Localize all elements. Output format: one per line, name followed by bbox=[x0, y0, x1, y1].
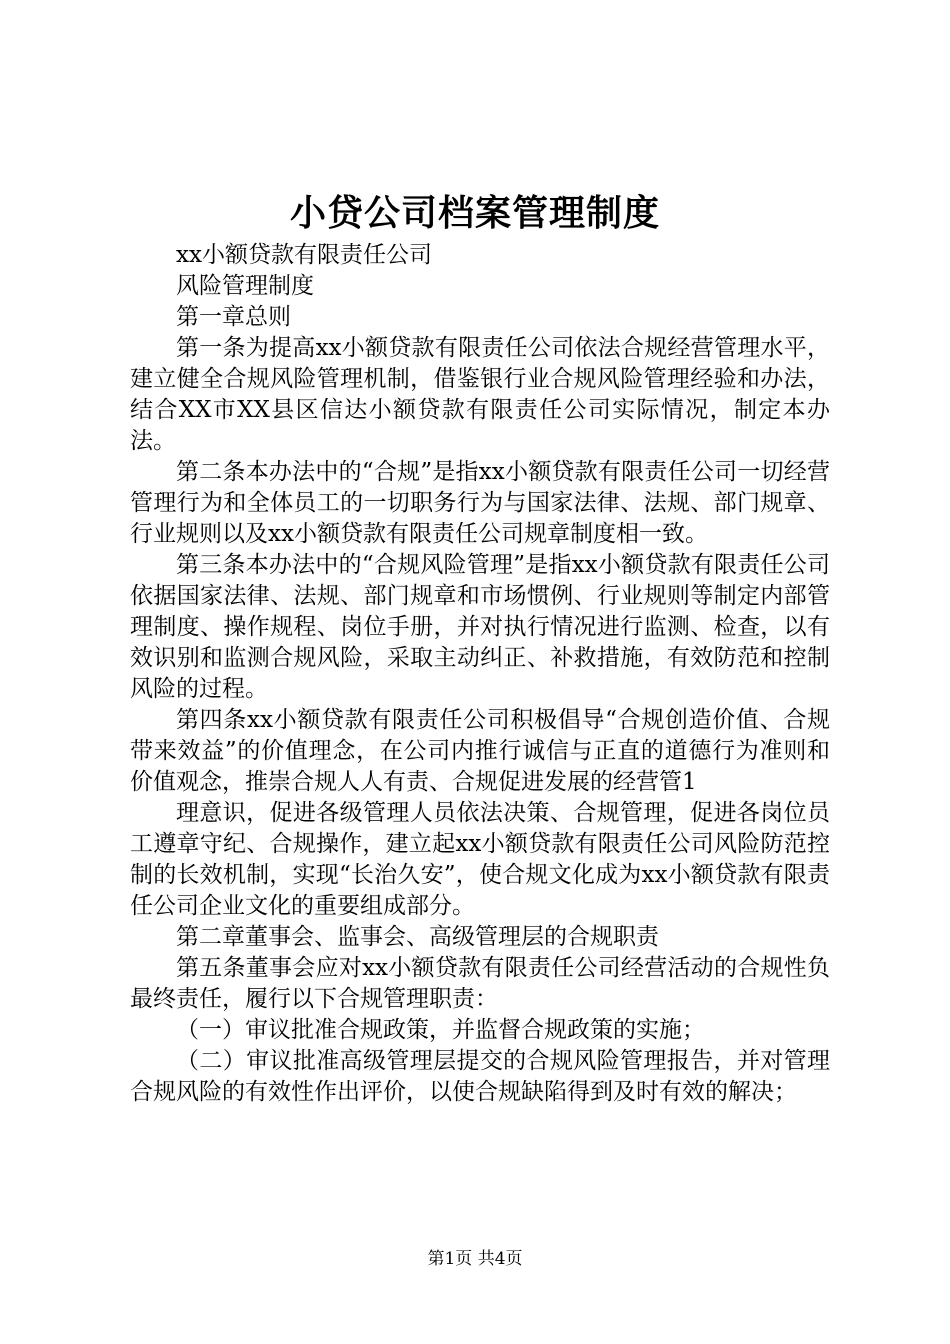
document-title: 小贷公司档案管理制度 bbox=[289, 192, 660, 234]
article-2: 第二条本办法中的“合规”是指xx小额贷款有限责任公司一切经营管理行为和全体员工的一切职务行为与国家法律、法规、部门规章、行业规则以及xx小额贷款有限责任公司规章制度相一致。 bbox=[130, 459, 830, 547]
document-body bbox=[130, 240, 830, 1108]
paragraph-company: xx小额贷款有限责任公司 bbox=[176, 242, 432, 268]
article-5-item-1: （一）审议批准合规政策，并监督合规政策的实施； bbox=[176, 1017, 705, 1043]
article-1: 第一条为提高xx小额贷款有限责任公司依法合规经营管理水平，建立健全合规风险管理机制，借鉴银行业合规风险管理经验和办法，结合XX市XX县区信达小额贷款有限责任公司实际情况，制定本办法。 bbox=[130, 335, 830, 454]
article-5-item-2: （二）审议批准高级管理层提交的合规风险管理报告，并对管理合规风险的有效性作出评价，以使合规缺陷得到及时有效的解决； bbox=[130, 1048, 830, 1105]
chapter-heading-2: 第二章董事会、监事会、高级管理层的合规职责 bbox=[176, 924, 659, 950]
chapter-heading-1: 第一章总则 bbox=[176, 304, 291, 330]
article-5: 第五条董事会应对xx小额贷款有限责任公司经营活动的合规性负最终责任，履行以下合规管理职责： bbox=[130, 955, 830, 1012]
article-4-continued: 理意识，促进各级管理人员依法决策、合规管理，促进各岗位员工遵章守纪、合规操作，建立起xx小额贷款有限责任公司风险防范控制的长效机制，实现“长治久安”，使合规文化成为xx小额贷款有限责任公司企业文化的重要组成部分。 bbox=[130, 800, 830, 919]
page-footer: 第1页 共4页 bbox=[427, 1249, 523, 1269]
article-4: 第四条xx小额贷款有限责任公司积极倡导“合规创造价值、合规带来效益”的价值理念，在公司内推行诚信与正直的道德行为准则和价值观念，推崇合规人人有责、合规促进发展的经营管1 bbox=[130, 707, 830, 795]
article-3: 第三条本办法中的“合规风险管理”是指xx小额贷款有限责任公司依据国家法律、法规、部门规章和市场惯例、行业规则等制定内部管理制度、操作规程、岗位手册，并对执行情况进行监测、检查，以有效识别和监测合规风险，采取主动纠正、补救措施，有效防范和控制风险的过程。 bbox=[130, 552, 830, 702]
paragraph-system-name: 风险管理制度 bbox=[176, 273, 314, 299]
